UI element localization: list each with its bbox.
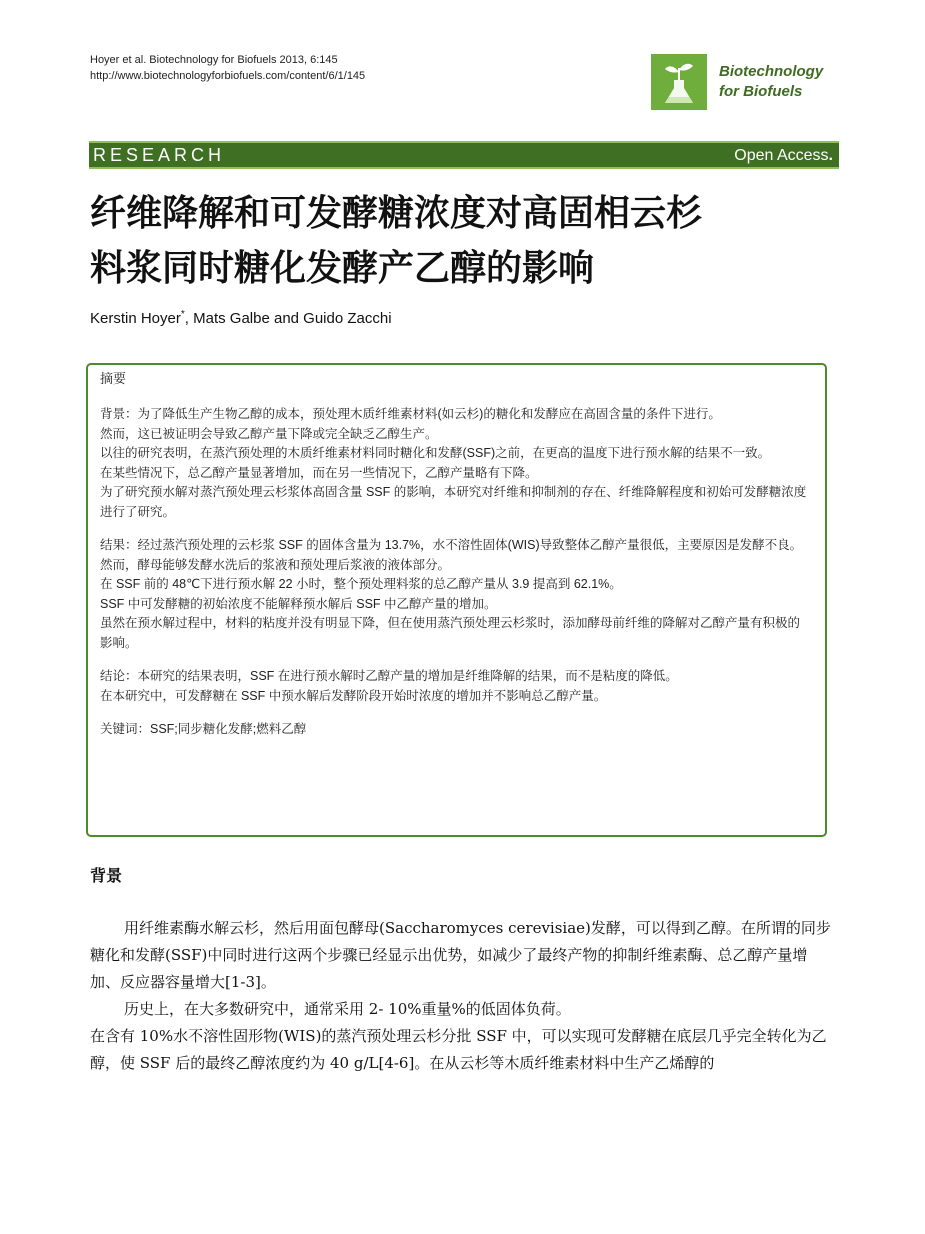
abstract-box [86,363,827,837]
open-access-text: Open Access [734,147,829,164]
article-title [90,186,810,296]
abstract-body [100,405,812,740]
journal-logo-text [719,62,823,102]
title-line2: 料浆同时糖化发酵产乙醇的影响 [90,248,595,289]
section-banner [89,141,839,169]
flask-plant-icon [651,54,707,110]
article-url[interactable]: http://www.biotechnologyforbiofuels.com/content/6/1/145 [90,70,366,82]
citation-block [90,52,365,84]
author-list [90,309,392,327]
body-paragraph: 在含有 10%水不溶性固形物(WIS)的蒸汽预处理云杉分批 SSF 中，可以实现可发酵糖在底层几乎完全转化为乙醇，使 SSF 后的最终乙醇浓度约为 40 g/L[4-6]。在从云杉等木质纤维素材料中生产乙烯醇的 [90,1027,827,1072]
paragraph-gap [100,706,812,720]
citation-line: Hoyer et al. Biotechnology for Biofuels 2013, 6:145 [90,54,338,66]
abstract-background-3: 以往的研究表明，在蒸汽预处理的木质纤维素材料同时糖化和发酵(SSF)之前，在更高的温度下进行预水解的结果不一致。 [100,446,771,460]
abstract-background-1: 背景：为了降低生产生物乙醇的成本，预处理木质纤维素材料(如云杉)的糖化和发酵应在高固含量的条件下进行。 [100,407,721,421]
abstract-results-3: 在 SSF 前的 48℃下进行预水解 22 小时，整个预处理料浆的总乙醇产量从 3.9 提高到 62.1%。 [100,577,622,591]
abstract-background-5: 为了研究预水解对蒸汽预处理云杉浆体高固含量 SSF 的影响，本研究对纤维和抑制剂的存在、纤维降解程度和初始可发酵糖浓度进行了研究。 [100,485,807,519]
body-text [90,915,835,1077]
body-paragraph: 用纤维素酶水解云杉，然后用面包酵母(Saccharomyces cerevisiae)发酵，可以得到乙醇。在所谓的同步糖化和发酵(SSF)中同时进行这两个步骤已经显示出优势，如减少了最终产物的抑制纤维素酶、总乙醇产量增加、反应器容量增大[1-3]。 [90,919,831,991]
abstract-background-2: 然而，这已被证明会导致乙醇产量下降或完全缺乏乙醇生产。 [100,426,438,441]
background-heading: 背景 [90,868,123,885]
journal-logo-line2: for Biofuels [719,83,803,100]
abstract-conclusions-1: 结论：本研究的结果表明，SSF 在进行预水解时乙醇产量的增加是纤维降解的结果，而不是粘度的降低。 [100,669,678,683]
open-access-dot-icon: . [828,147,833,164]
title-line1: 纤维降解和可发酵糖浓度对高固相云杉 [90,193,703,234]
abstract-results-1: 结果：经过蒸汽预处理的云杉浆 SSF 的固体含量为 13.7%，水不溶性固体(WIS)导致整体乙醇产量很低，主要原因是发酵不良。 [100,538,803,552]
abstract-heading: 摘要 [100,371,127,386]
abstract-results-5: 虽然在预水解过程中，材料的粘度并没有明显下降，但在使用蒸汽预处理云杉浆时，添加酵母前纤维的降解对乙醇产量有积极的影响。 [100,616,801,650]
author-others: , Mats Galbe and Guido Zacchi [184,310,392,327]
abstract-results-4: SSF 中可发酵糖的初始浓度不能解释预水解后 SSF 中乙醇产量的增加。 [100,596,497,611]
open-access-label [734,147,833,165]
author-primary: Kerstin Hoyer [90,310,181,327]
abstract-keywords: 关键词：SSF;同步糖化发酵;燃料乙醇 [100,722,307,736]
abstract-background-4: 在某些情况下，总乙醇产量显著增加，而在另一些情况下，乙醇产量略有下降。 [100,465,538,480]
corresponding-author-mark: * [180,309,185,320]
journal-logo-line1: Biotechnology [719,63,824,80]
section-label: RESEARCH [93,145,226,165]
paragraph-gap [100,653,812,667]
body-paragraph: 历史上，在大多数研究中，通常采用 2- 10%重量%的低固体负荷。 [124,1000,571,1018]
paragraph-gap [100,522,812,536]
abstract-results-2: 然而，酵母能够发酵水洗后的浆液和预处理后浆液的液体部分。 [100,557,451,572]
journal-logo[interactable] [651,54,823,110]
abstract-conclusions-2: 在本研究中，可发酵糖在 SSF 中预水解后发酵阶段开始时浓度的增加并不影响总乙醇产量。 [100,688,607,703]
